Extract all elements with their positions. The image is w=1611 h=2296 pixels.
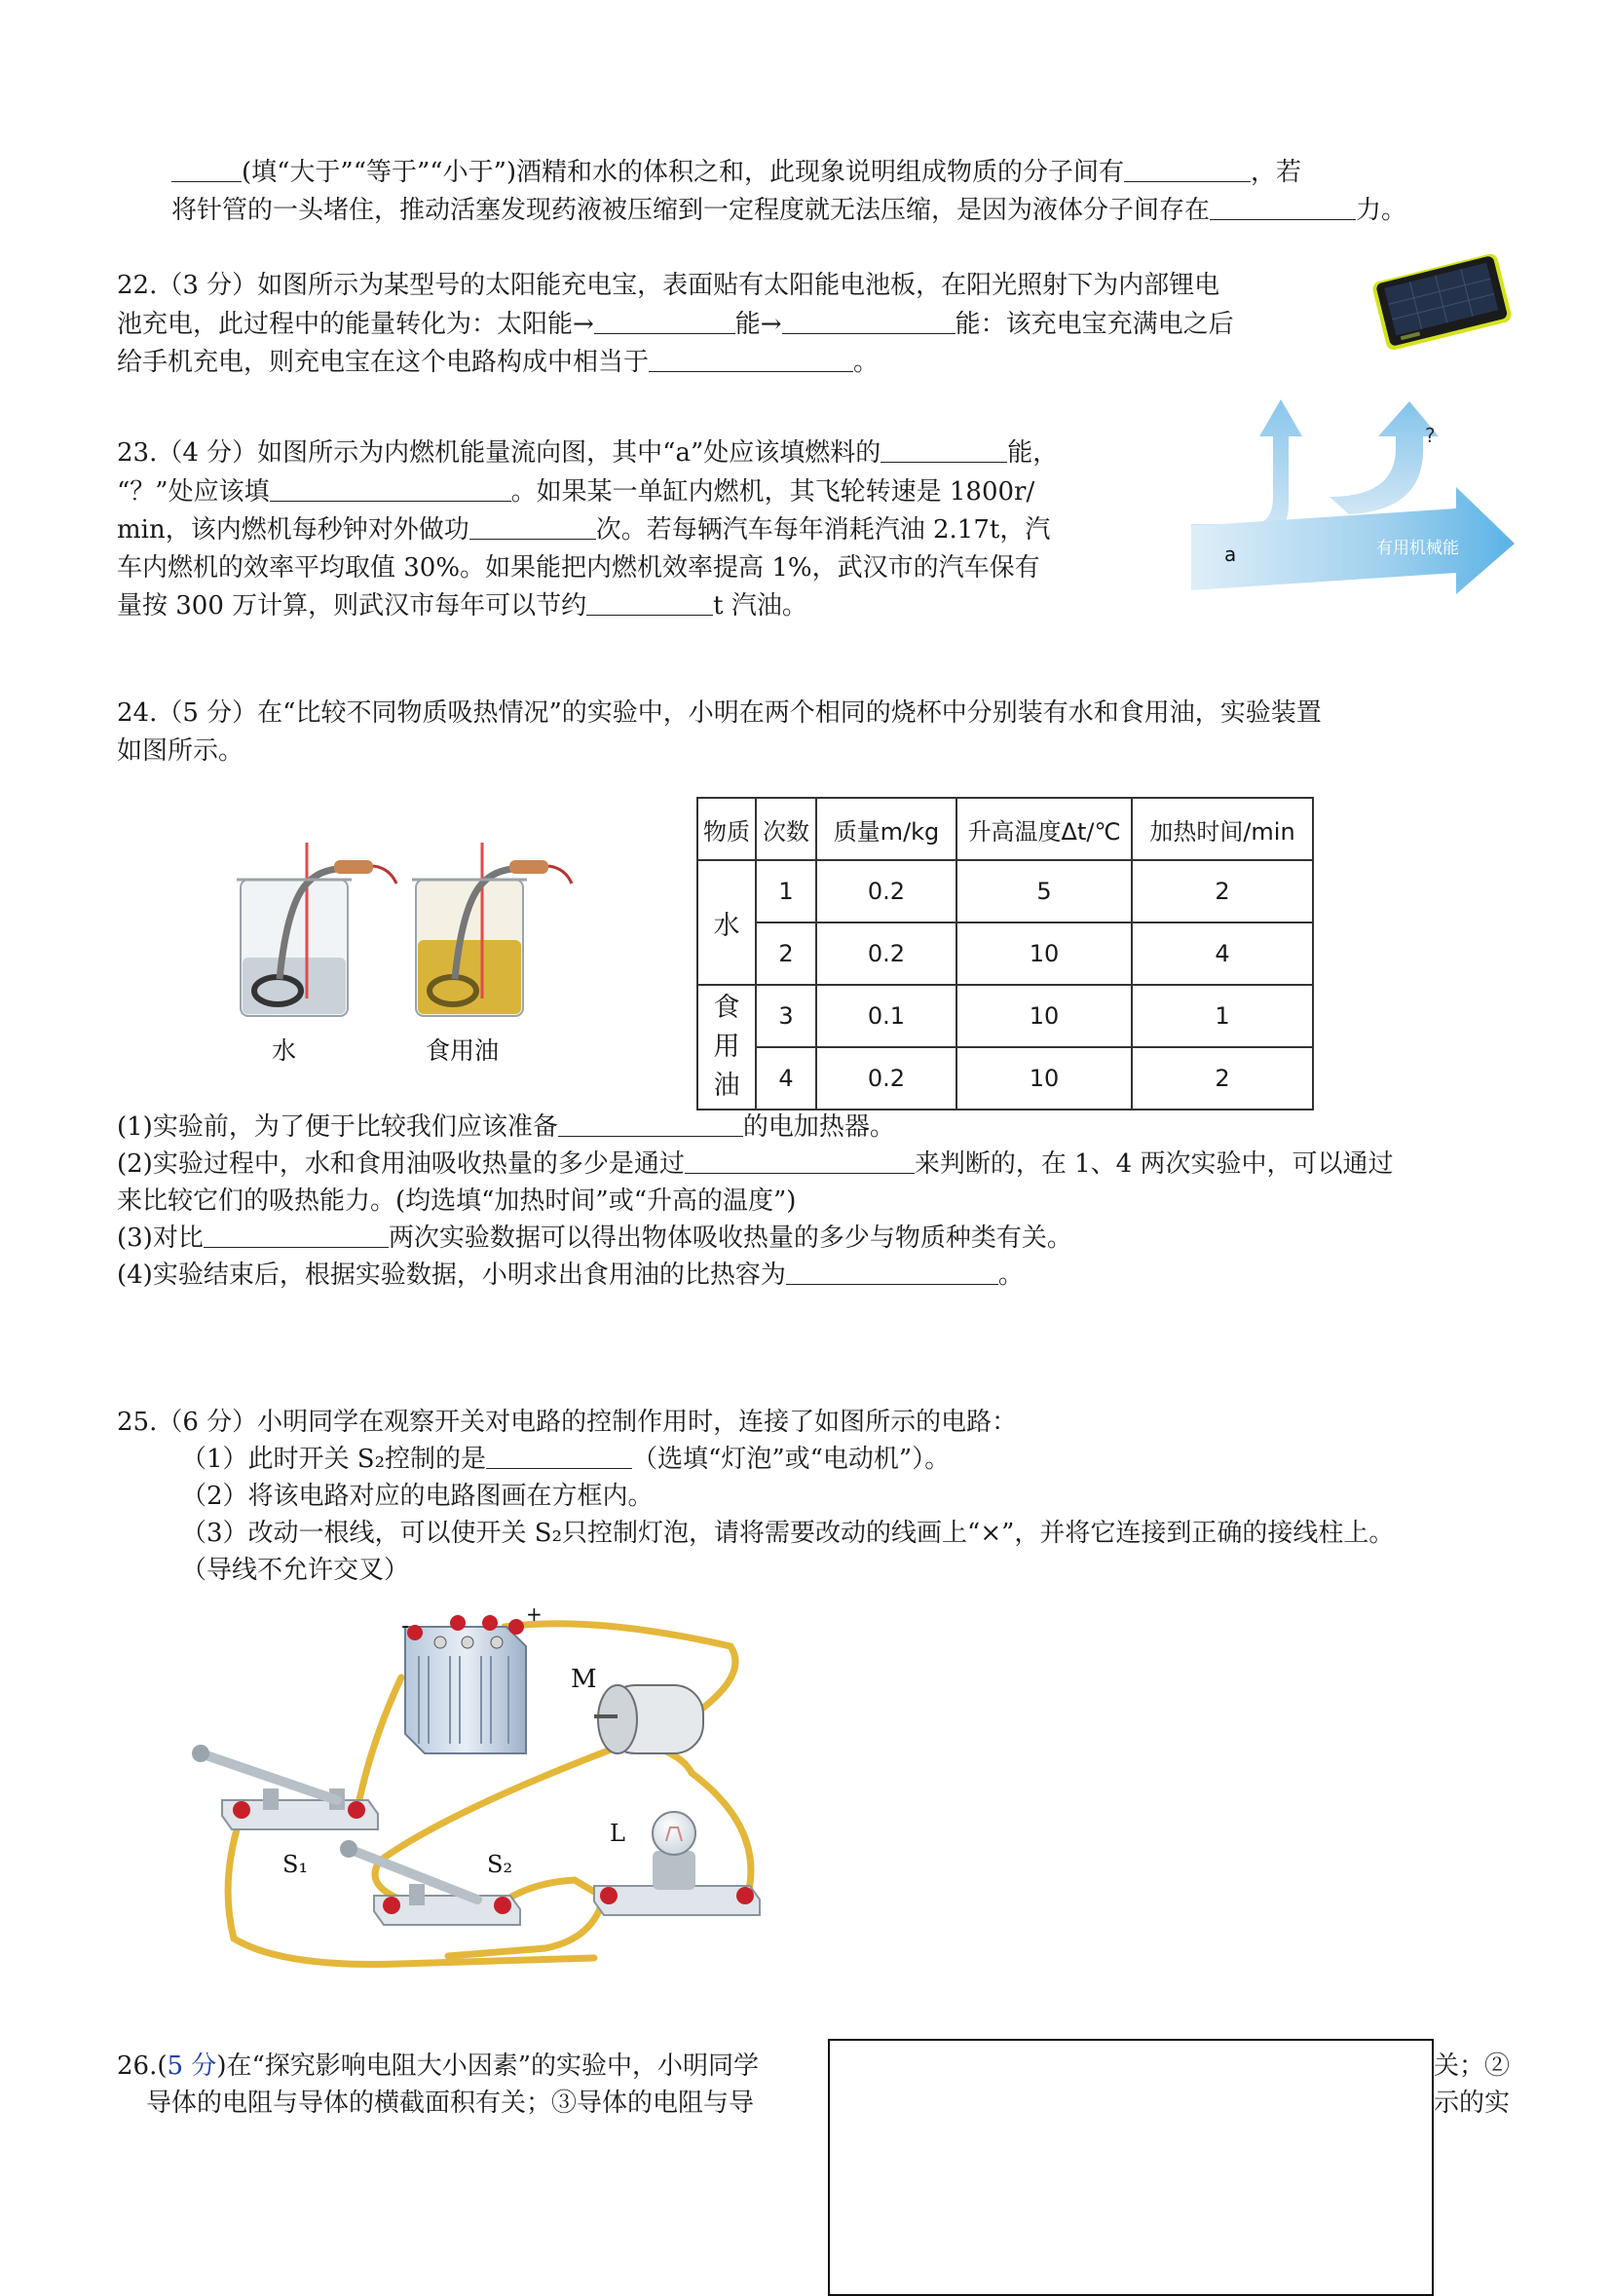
table-cell: 10 xyxy=(956,985,1132,1047)
table-header: 质量m/kg xyxy=(816,798,956,860)
lamp-label: L xyxy=(610,1820,625,1847)
answer-blank[interactable] xyxy=(270,475,511,502)
switch-s2 xyxy=(340,1840,520,1925)
q26-line2-end: 示的实 xyxy=(1434,2089,1511,2118)
substance-water: 水 xyxy=(697,860,756,985)
q22-line1: 22.（3 分）如图所示为某型号的太阳能充电宝，表面贴有太阳能电池板，在阳光照射下为内部锂电 xyxy=(117,271,1220,300)
table-cell: 0.2 xyxy=(816,860,956,922)
table-cell: 0.2 xyxy=(816,922,956,985)
q26-line1-end: 关；② xyxy=(1434,2051,1511,2081)
label-a: a xyxy=(1224,543,1237,566)
answer-blank[interactable] xyxy=(1124,156,1251,182)
table-cell: 2 xyxy=(1132,1047,1313,1110)
oil-beaker xyxy=(412,843,572,1016)
q24-sub4: (4)实验结束后，根据实验数据，小明求出食用油的比热容为 。 xyxy=(117,1261,1024,1290)
battery-pack xyxy=(401,1607,543,1753)
battery-minus-label: - xyxy=(401,1614,409,1638)
table-cell: 10 xyxy=(956,922,1132,985)
table-cell: 5 xyxy=(956,860,1132,922)
battery-plus-label: + xyxy=(526,1607,543,1626)
q25-sub3: （3）改动一根线，可以使开关 S₂只控制灯泡，请将需要改动的线画上“×”，并将它连接到正确的接线柱上。 xyxy=(181,1519,1395,1548)
q25-line1: 25.（6 分）小明同学在观察开关对电路的控制作用时，连接了如图所示的电路： xyxy=(117,1408,1018,1437)
switch-s1-label: S₁ xyxy=(282,1851,309,1878)
q23-line5: 量按 300 万计算，则武汉市每年可以节约 t 汽油。 xyxy=(117,591,807,621)
q24-line1: 24.（5 分）在“比较不同物质吸热情况”的实验中，小明在两个相同的烧杯中分别装有水和食用油，实验装置 xyxy=(117,698,1322,728)
motor-label: M xyxy=(571,1665,597,1694)
q22-line2: 池充电，此过程中的能量转化为：太阳能→ 能→ 能：该充电宝充满电之后 xyxy=(117,310,1234,339)
substance-oil: 食 用 油 xyxy=(697,985,756,1110)
table-row xyxy=(697,860,1313,922)
table-row xyxy=(697,922,1313,985)
lamp xyxy=(594,1812,760,1915)
table-header: 物质 xyxy=(697,798,756,860)
table-row xyxy=(697,985,1313,1047)
label-useful-energy: 有用机械能 xyxy=(1376,539,1459,558)
answer-blank[interactable] xyxy=(685,1148,915,1174)
table-cell: 4 xyxy=(1132,922,1313,985)
answer-blank[interactable] xyxy=(649,346,853,372)
q25-sub2: （2）将该电路对应的电路图画在方框内。 xyxy=(181,1482,654,1511)
q24-line2: 如图所示。 xyxy=(117,736,244,766)
water-beaker xyxy=(237,843,396,1016)
table-cell: 10 xyxy=(956,1047,1132,1110)
answer-blank[interactable] xyxy=(1210,194,1356,220)
heat-data-table xyxy=(696,797,1314,1110)
table-header-row xyxy=(697,798,1313,860)
q24-sub2: (2)实验过程中，水和食用油吸收热量的多少是通过 来判断的，在 1、4 两次实验中，可以通过 xyxy=(117,1149,1394,1179)
answer-blank[interactable] xyxy=(586,589,713,616)
table-cell: 3 xyxy=(756,985,816,1047)
q24-sub2-cont: 来比较它们的吸热能力。(均选填“加热时间”或“升高的温度”) xyxy=(117,1186,797,1216)
answer-blank[interactable] xyxy=(171,156,242,182)
answer-blank[interactable] xyxy=(204,1222,389,1248)
q24-sub3: (3)对比 两次实验数据可以得出物体吸收热量的多少与物质种类有关。 xyxy=(117,1223,1072,1253)
table-cell: 4 xyxy=(756,1047,816,1110)
q21-line1: (填“大于”“等于”“小于”)酒精和水的体积之和，此现象说明组成物质的分子间有 ，若 xyxy=(171,154,1301,191)
switch-s1 xyxy=(192,1745,378,1878)
answer-box[interactable] xyxy=(828,2039,1434,2296)
answer-blank[interactable] xyxy=(486,1443,632,1469)
q23-line2: “？”处应该填 。如果某一单缸内燃机，其飞轮转速是 1800r/ xyxy=(117,477,1035,507)
beaker-experiment-image xyxy=(219,833,604,1067)
table-header: 加热时间/min xyxy=(1132,798,1313,860)
answer-blank[interactable] xyxy=(782,308,955,334)
table-cell: 1 xyxy=(756,860,816,922)
table-cell: 2 xyxy=(1132,860,1313,922)
answer-blank[interactable] xyxy=(880,436,1007,463)
q25-sub1: （1）此时开关 S₂控制的是 （选填“灯泡”或“电动机”）。 xyxy=(181,1445,951,1474)
table-header: 升高温度Δt/℃ xyxy=(956,798,1132,860)
q22-line3: 给手机充电，则充电宝在这个电路构成中相当于 。 xyxy=(117,348,880,377)
answer-blank[interactable] xyxy=(558,1110,743,1137)
solar-power-bank-image xyxy=(1364,242,1519,358)
q25-sub4: （导线不允许交叉） xyxy=(181,1556,410,1585)
table-cell: 0.2 xyxy=(816,1047,956,1110)
switch-s2-label: S₂ xyxy=(487,1851,513,1878)
q23-line1: 23.（4 分）如图所示为内燃机能量流向图，其中“a”处应该填燃料的 能， xyxy=(117,438,1059,468)
answer-blank[interactable] xyxy=(786,1259,998,1285)
table-cell: 2 xyxy=(756,922,816,985)
energy-flow-diagram xyxy=(1183,390,1519,604)
q26-line1: 26.(5 分)在“探究影响电阻大小因素”的实验中，小明同学 xyxy=(117,2051,760,2081)
table-row xyxy=(697,1047,1313,1110)
q21-line2: 将针管的一头堵住，推动活塞发现药液被压缩到一定程度就无法压缩，是因为液体分子间存在 力。 xyxy=(171,196,1407,225)
circuit-diagram xyxy=(185,1607,789,1997)
q24-sub1: (1)实验前，为了便于比较我们应该准备 的电加热器。 xyxy=(117,1112,895,1142)
label-question: ? xyxy=(1425,424,1436,447)
motor xyxy=(571,1665,703,1753)
table-cell: 0.1 xyxy=(816,985,956,1047)
table-cell: 1 xyxy=(1132,985,1313,1047)
answer-blank[interactable] xyxy=(469,513,596,540)
water-label: 水 xyxy=(272,1036,297,1065)
oil-label: 食用油 xyxy=(426,1036,500,1065)
table-header: 次数 xyxy=(756,798,816,860)
q23-line3: min，该内燃机每秒钟对外做功 次。若每辆汽车每年消耗汽油 2.17t，汽 xyxy=(117,515,1051,545)
q26-line2: 导体的电阻与导体的横截面积有关；③导体的电阻与导 xyxy=(146,2089,755,2118)
answer-blank[interactable] xyxy=(594,308,735,334)
q23-line4: 车内燃机的效率平均取值 30%。如果能把内燃机效率提高 1%，武汉市的汽车保有 xyxy=(117,553,1040,583)
